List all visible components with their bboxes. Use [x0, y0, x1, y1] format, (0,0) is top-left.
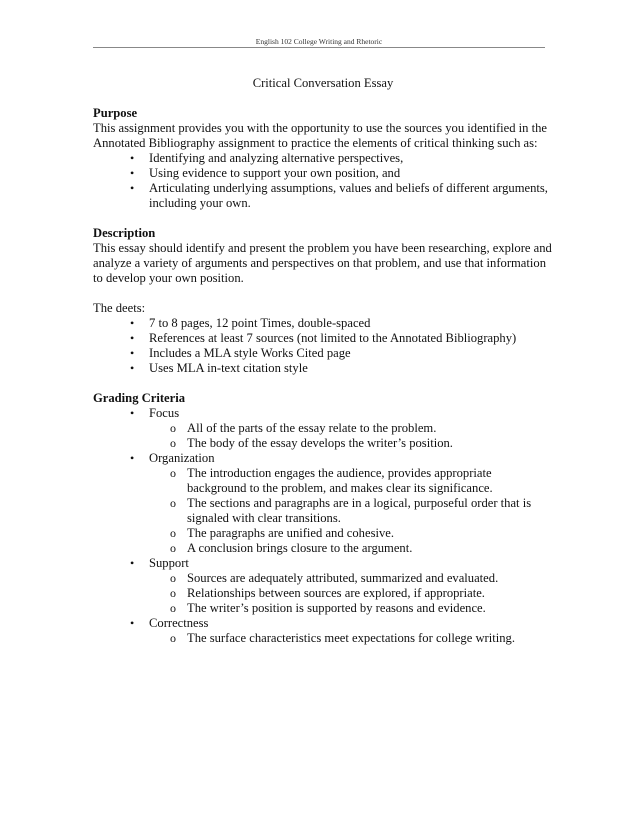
- description-heading: Description: [93, 226, 156, 240]
- list-item-text: The surface characteristics meet expectations for college writing.: [187, 631, 515, 645]
- sub-bullet-icon: o: [170, 496, 176, 510]
- criterion-label: Focus: [149, 406, 180, 420]
- grading-heading: Grading Criteria: [93, 391, 185, 405]
- list-item-text: Includes a MLA style Works Cited page: [149, 346, 351, 360]
- grading-section: [93, 391, 553, 646]
- bullet-icon: •: [130, 361, 135, 375]
- list-item-text: The writer’s position is supported by reasons and evidence.: [187, 601, 486, 615]
- sub-bullet-icon: o: [170, 631, 176, 645]
- list-item-text: All of the parts of the essay relate to the problem.: [187, 421, 437, 435]
- criterion-sublist: [149, 571, 553, 616]
- list-item: [170, 631, 553, 646]
- grading-list: [93, 406, 553, 646]
- list-item-text: The paragraphs are unified and cohesive.: [187, 526, 395, 540]
- header-rule: [93, 47, 545, 48]
- bullet-icon: •: [130, 151, 135, 165]
- criterion-focus: [130, 406, 553, 451]
- description-section: [93, 226, 553, 286]
- list-item-text: References at least 7 sources (not limited to the Annotated Bibliography): [149, 331, 517, 345]
- sub-bullet-icon: o: [170, 586, 176, 600]
- list-item: [170, 541, 553, 556]
- list-item: [170, 421, 553, 436]
- list-item: [130, 361, 553, 376]
- criterion-sublist: [149, 466, 553, 556]
- list-item: [130, 316, 553, 331]
- list-item: [130, 346, 553, 361]
- sub-bullet-icon: o: [170, 421, 176, 435]
- bullet-icon: •: [130, 451, 135, 465]
- criterion-organization: [130, 451, 553, 556]
- criterion-label: Support: [149, 556, 189, 570]
- deets-section: [93, 301, 553, 376]
- sub-bullet-icon: o: [170, 541, 176, 555]
- sub-bullet-icon: o: [170, 601, 176, 615]
- purpose-text: This assignment provides you with the opportunity to use the sources you identified in the Annotated Bibliography assignment to practice the elements of critical thinking such as:: [93, 121, 548, 150]
- bullet-icon: •: [130, 181, 135, 195]
- running-header: English 102 College Writing and Rhetoric: [255, 37, 383, 46]
- bullet-icon: •: [130, 331, 135, 345]
- list-item: [130, 166, 553, 181]
- sub-bullet-icon: o: [170, 466, 176, 480]
- sub-bullet-icon: o: [170, 571, 176, 585]
- list-item: [130, 181, 553, 211]
- list-item-text: The sections and paragraphs are in a logical, purposeful order that is signaled with clear transitions.: [187, 496, 532, 525]
- criterion-label: Organization: [149, 451, 215, 465]
- sub-bullet-icon: o: [170, 436, 176, 450]
- list-item-text: Relationships between sources are explored, if appropriate.: [187, 586, 485, 600]
- purpose-heading: Purpose: [93, 106, 138, 120]
- document-body: [93, 76, 553, 646]
- list-item: [170, 571, 553, 586]
- list-item: [170, 601, 553, 616]
- list-item-text: The introduction engages the audience, provides appropriate background to the problem, and makes clear its significance.: [187, 466, 493, 495]
- list-item-text: 7 to 8 pages, 12 point Times, double-spaced: [149, 316, 371, 330]
- list-item-text: Sources are adequately attributed, summarized and evaluated.: [187, 571, 499, 585]
- bullet-icon: •: [130, 616, 135, 630]
- deets-intro: The deets:: [93, 301, 146, 315]
- list-item: [170, 526, 553, 541]
- list-item: [170, 496, 553, 526]
- criterion-sublist: [149, 421, 553, 451]
- bullet-icon: •: [130, 166, 135, 180]
- criterion-correctness: [130, 616, 553, 646]
- list-item-text: Articulating underlying assumptions, values and beliefs of different arguments, including your own.: [149, 181, 548, 210]
- list-item: [170, 436, 553, 451]
- sub-bullet-icon: o: [170, 526, 176, 540]
- document-title: Critical Conversation Essay: [252, 76, 394, 90]
- criterion-support: [130, 556, 553, 616]
- list-item: [170, 466, 553, 496]
- list-item-text: The body of the essay develops the writer’s position.: [187, 436, 453, 450]
- bullet-icon: •: [130, 406, 135, 420]
- purpose-section: [93, 106, 553, 211]
- deets-list: [93, 316, 553, 376]
- list-item-text: Identifying and analyzing alternative perspectives,: [149, 151, 404, 165]
- purpose-list: [93, 151, 553, 211]
- criterion-label: Correctness: [149, 616, 209, 630]
- list-item: [130, 331, 553, 346]
- list-item-text: A conclusion brings closure to the argument.: [187, 541, 413, 555]
- bullet-icon: •: [130, 556, 135, 570]
- bullet-icon: •: [130, 316, 135, 330]
- bullet-icon: •: [130, 346, 135, 360]
- list-item: [170, 586, 553, 601]
- criterion-sublist: [149, 631, 553, 646]
- description-text: This essay should identify and present the problem you have been researching, explore and analyze a variety of arguments and perspectives on that problem, and use that information to develop your own position.: [93, 241, 552, 285]
- list-item-text: Using evidence to support your own position, and: [149, 166, 401, 180]
- list-item: [130, 151, 553, 166]
- list-item-text: Uses MLA in-text citation style: [149, 361, 308, 375]
